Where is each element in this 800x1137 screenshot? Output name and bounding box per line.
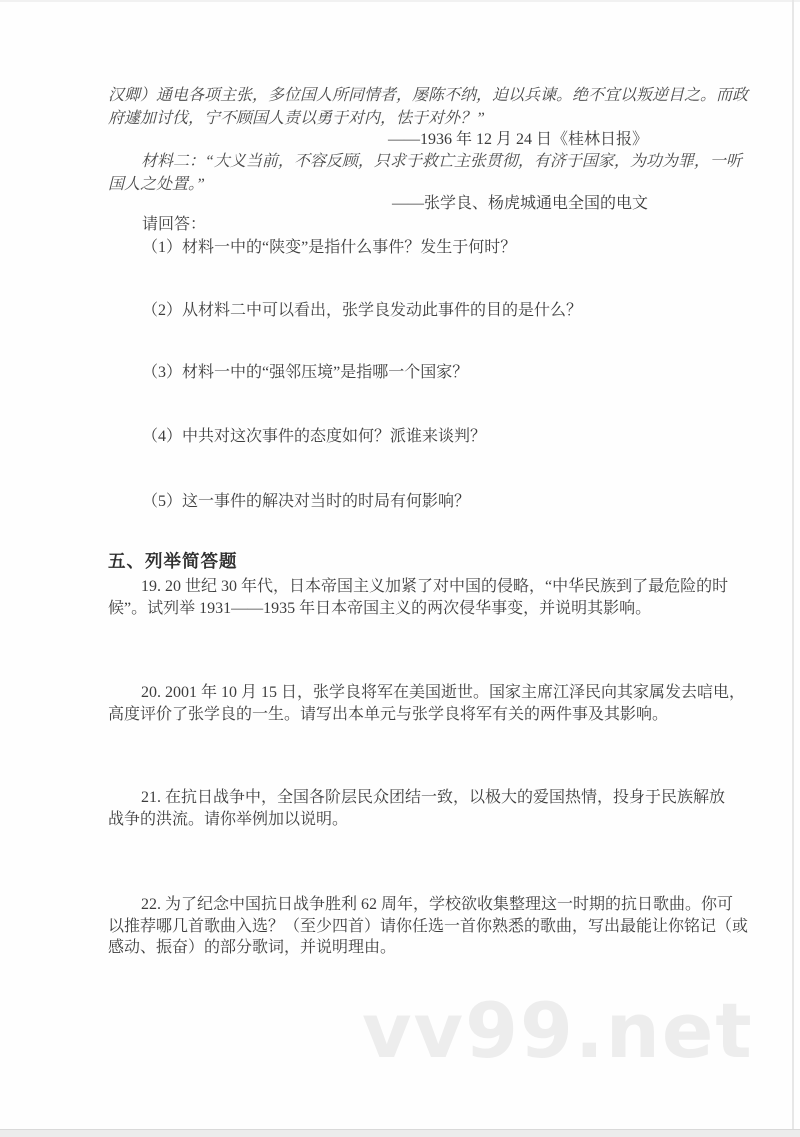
question-22 (108, 894, 749, 959)
question-19-line: 候”。试列举 1931——1935 年日本帝国主义的两次侵华事变，并说明其影响。 (108, 599, 652, 617)
question-19-line: 19. 20 世纪 30 年代，日本帝国主义加紧了对中国的侵略，“中华民族到了最危险的时 (141, 578, 729, 595)
material-one-line: 汉卿）通电各项主张，多位国人所同情者，屡陈不纳，迫以兵谏。绝不宜以叛逆目之。而政 (108, 87, 749, 104)
question-20 (108, 682, 746, 725)
question-19 (108, 576, 729, 619)
material-two-line: 国人之处置。” (108, 176, 205, 193)
question-21 (108, 787, 726, 830)
question-22-line: 感动、振奋）的部分歌词，并说明理由。 (108, 939, 397, 956)
answer-prompt: 请回答： (142, 216, 207, 233)
material-two-quote (108, 150, 742, 196)
page-right-edge (792, 0, 794, 1137)
material-two-source: ——张学良、杨虎城通电全国的电文 (391, 195, 648, 212)
question-21-line: 21. 在抗日战争中，全国各阶层民众团结一致，以极大的爱国热情，投身于民族解放 (141, 789, 726, 806)
sub-question-2: （2）从材料二中可以看出，张学良发动此事件的目的是什么？ (142, 302, 583, 319)
question-20-line: 高度评价了张学良的一生。请写出本单元与张学良将军有关的两件事及其影响。 (108, 705, 669, 723)
sub-question-4: （4）中共对这次事件的态度如何？派谁来谈判？ (142, 428, 487, 445)
material-two-line: 材料二：“大义当前，不容反顾，只求于救亡主张贯彻，有济于国家，为功为罪，一听 (141, 153, 742, 170)
page-bottom-edge (0, 1129, 800, 1137)
page-top-edge (0, 0, 800, 2)
section-heading: 五、列举简答题 (108, 551, 238, 571)
material-one-line: 府遽加讨伐，宁不顾国人责以勇于对内，怯于对外？” (108, 110, 485, 127)
question-22-line: 以推荐哪几首歌曲入选？（至少四首）请你任选一首你熟悉的歌曲，写出最能让你铭记（或 (108, 917, 749, 935)
question-22-line: 22. 为了纪念中国抗日战争胜利 62 周年，学校欲收集整理这一时期的抗日歌曲。你可 (141, 896, 734, 913)
question-21-line: 战争的洪流。请你举例加以说明。 (108, 810, 349, 828)
sub-question-1: （1）材料一中的“陕变”是指什么事件？发生于何时？ (142, 239, 517, 256)
site-watermark: vv99.net (362, 986, 754, 1075)
material-one-source: ——1936 年 12 月 24 日《桂林日报》 (387, 131, 648, 148)
sub-question-5: （5）这一事件的解决对当时的时局有何影响？ (142, 493, 471, 510)
sub-question-3: （3）材料一中的“强邻压境”是指哪一个国家？ (142, 364, 469, 381)
question-20-line: 20. 2001 年 10 月 15 日，张学良将军在美国逝世。国家主席江泽民向其家属发去唁电， (141, 684, 746, 701)
material-one-quote (108, 84, 749, 130)
